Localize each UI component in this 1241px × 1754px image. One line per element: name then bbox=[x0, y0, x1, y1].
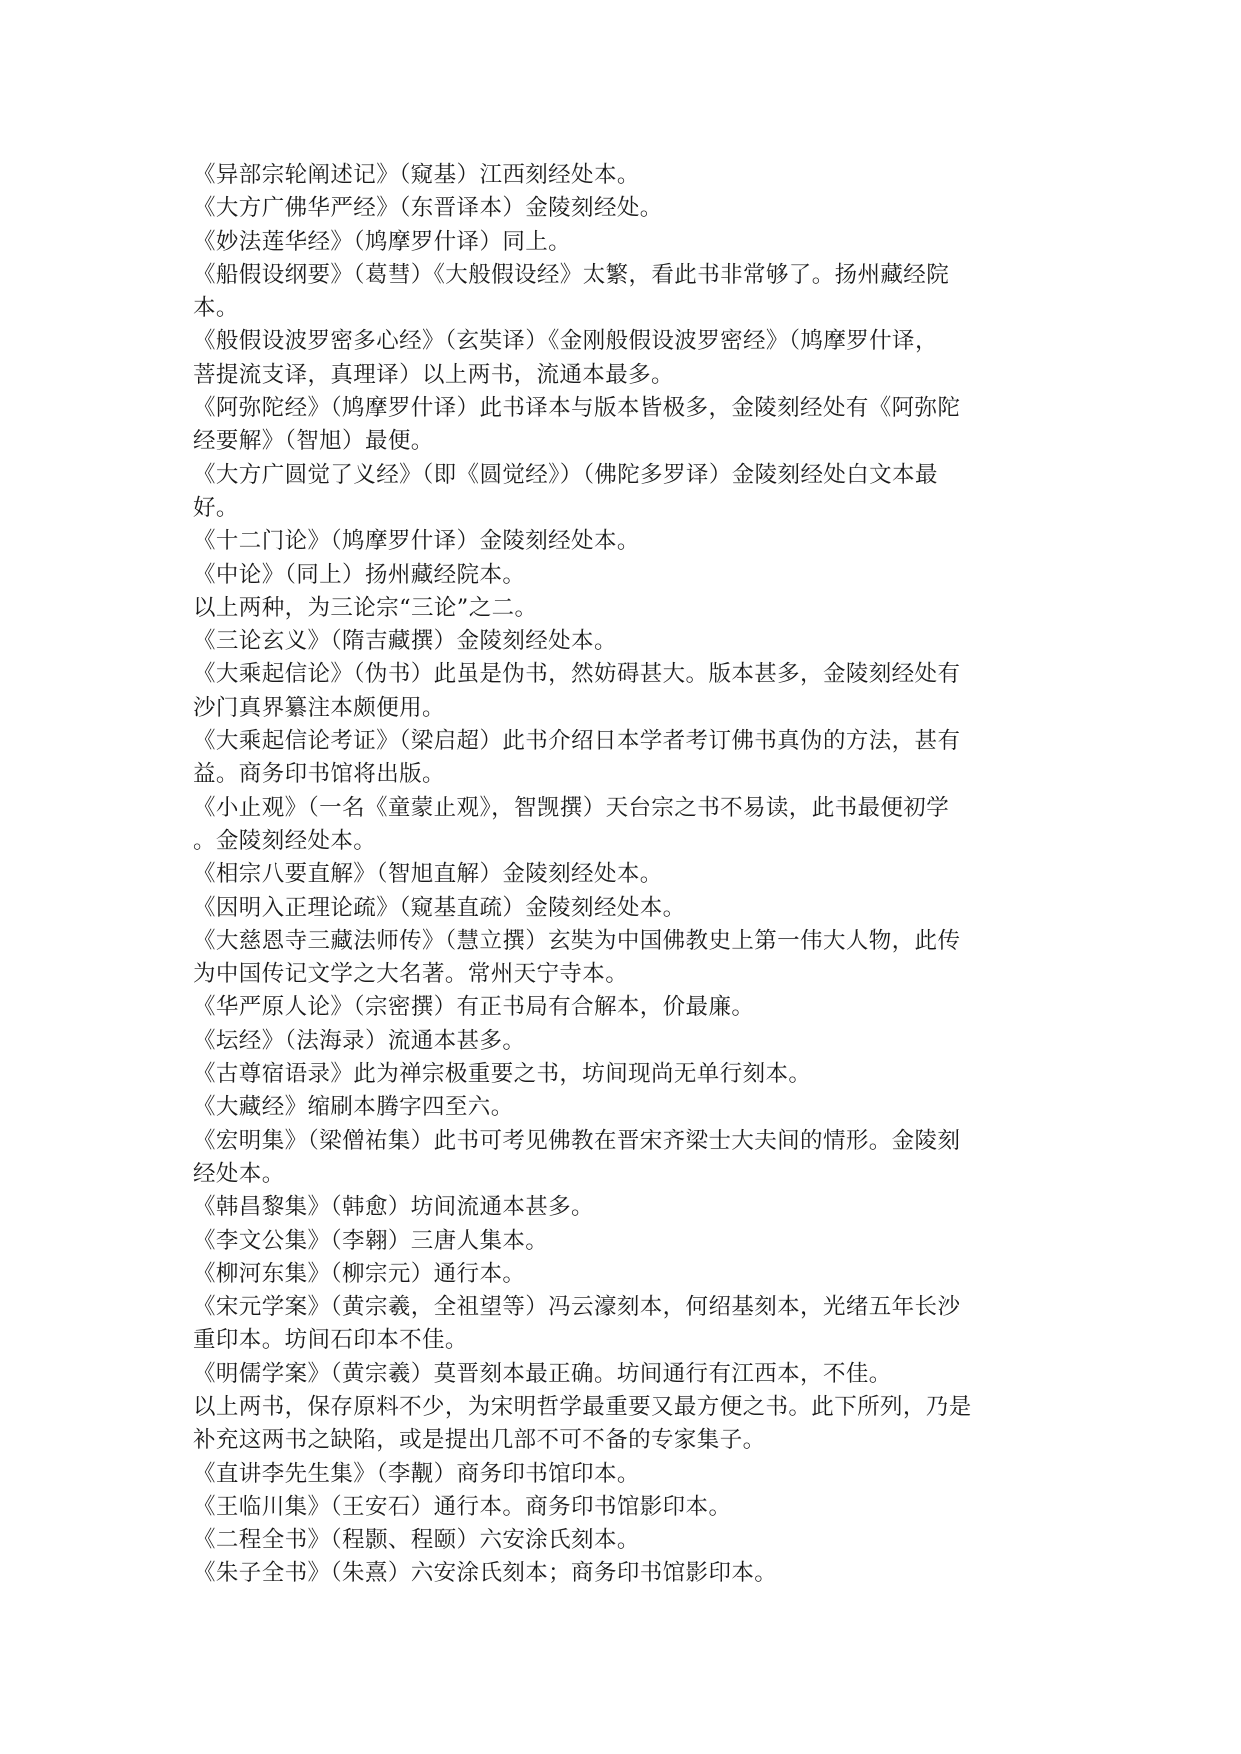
text-line: 本。 bbox=[193, 295, 239, 322]
text-line: 《中论》（同上）扬州藏经院本。 bbox=[193, 561, 526, 588]
text-line: 《直讲李先生集》（李觏）商务印书馆印本。 bbox=[193, 1460, 640, 1487]
text-line: 《朱子全书》（朱熹）六安涂氏刻本；商务印书馆影印本。 bbox=[193, 1560, 778, 1587]
text-line: 《船假设纲要》（葛彗）《大般假设经》太繁，看此书非常够了。扬州藏经院 bbox=[193, 261, 950, 288]
text-line: 《三论玄义》（隋吉藏撰）金陵刻经处本。 bbox=[193, 628, 617, 655]
text-line: 《宏明集》（梁僧祐集）此书可考见佛教在晋宋齐梁士大夫间的情形。金陵刻 bbox=[193, 1127, 961, 1154]
text-line: 《华严原人论》（宗密撰）有正书局有合解本，价最廉。 bbox=[193, 994, 755, 1021]
text-line: 。金陵刻经处本。 bbox=[193, 827, 377, 854]
text-line: 重印本。坊间石印本不佳。 bbox=[193, 1327, 468, 1354]
text-line: 《妙法莲华经》（鸠摩罗什译）同上。 bbox=[193, 228, 572, 255]
text-line: 《相宗八要直解》（智旭直解）金陵刻经处本。 bbox=[193, 861, 663, 888]
text-line: 经处本。 bbox=[193, 1160, 285, 1187]
text-line: 《十二门论》（鸠摩罗什译）金陵刻经处本。 bbox=[193, 528, 640, 555]
text-line: 《因明入正理论疏》（窥基直疏）金陵刻经处本。 bbox=[193, 894, 686, 921]
text-line: 《异部宗轮阐述记》（窥基）江西刻经处本。 bbox=[193, 162, 640, 188]
text-line: 《阿弥陀经》（鸠摩罗什译）此书译本与版本皆极多，金陵刻经处有《阿弥陀 bbox=[193, 395, 961, 422]
text-line: 《明儒学案》（黄宗羲）莫晋刻本最正确。坊间通行有江西本，不佳。 bbox=[193, 1360, 892, 1387]
text-line: 《大乘起信论考证》（梁启超）此书介绍日本学者考订佛书真伪的方法，甚有 bbox=[193, 728, 961, 755]
text-line: 好。 bbox=[193, 494, 239, 521]
text-line: 《大藏经》缩刷本腾字四至六。 bbox=[193, 1094, 514, 1121]
text-line: 《小止观》（一名《童蒙止观》，智觊撰）天台宗之书不易读，此书最便初学 bbox=[193, 794, 950, 821]
text-line: 沙门真界纂注本颇便用。 bbox=[193, 694, 445, 721]
text-line: 经要解》（智旭）最便。 bbox=[193, 428, 434, 455]
text-line: 《大慈恩寺三藏法师传》（慧立撰）玄奘为中国佛教史上第一伟大人物，此传 bbox=[193, 927, 961, 954]
text-line: 《二程全书》（程颢、程颐）六安涂氏刻本。 bbox=[193, 1527, 640, 1554]
text-line: 《王临川集》（王安石）通行本。商务印书馆影印本。 bbox=[193, 1493, 732, 1520]
text-line: 菩提流支译，真理译）以上两书，流通本最多。 bbox=[193, 361, 674, 388]
text-line: 益。商务印书馆将出版。 bbox=[193, 761, 445, 788]
text-line: 为中国传记文学之大名著。常州天宁寺本。 bbox=[193, 961, 629, 988]
text-line: 《般假设波罗密多心经》（玄奘译）《金刚般假设波罗密经》（鸠摩罗什译， bbox=[193, 328, 938, 355]
reading-list-text bbox=[193, 159, 1048, 1591]
text-line: 《大乘起信论》（伪书）此虽是伪书，然妨碍甚大。版本甚多，金陵刻经处有 bbox=[193, 661, 961, 688]
text-line: 《宋元学案》（黄宗羲，全祖望等）冯云濠刻本，何绍基刻本，光绪五年长沙 bbox=[193, 1294, 961, 1321]
text-line: 《古尊宿语录》此为禅宗极重要之书，坊间现尚无单行刻本。 bbox=[193, 1061, 812, 1088]
text-line: 《柳河东集》（柳宗元）通行本。 bbox=[193, 1260, 526, 1287]
text-line: 以上两种，为三论宗“三论”之二。 bbox=[193, 594, 538, 621]
text-line: 《李文公集》（李翱）三唐人集本。 bbox=[193, 1227, 549, 1254]
text-line: 《大方广佛华严经》（东晋译本）金陵刻经处。 bbox=[193, 195, 663, 222]
text-line: 《大方广圆觉了义经》（即《圆觉经》）（佛陀多罗译）金陵刻经处白文本最 bbox=[193, 461, 938, 488]
text-line: 以上两书，保存原料不少，为宋明哲学最重要又最方便之书。此下所列，乃是 bbox=[193, 1393, 972, 1420]
text-line: 《韩昌黎集》（韩愈）坊间流通本甚多。 bbox=[193, 1194, 594, 1221]
text-line: 《坛经》（法海录）流通本甚多。 bbox=[193, 1027, 526, 1054]
text-line: 补充这两书之缺陷，或是提出几部不可不备的专家集子。 bbox=[193, 1427, 766, 1454]
